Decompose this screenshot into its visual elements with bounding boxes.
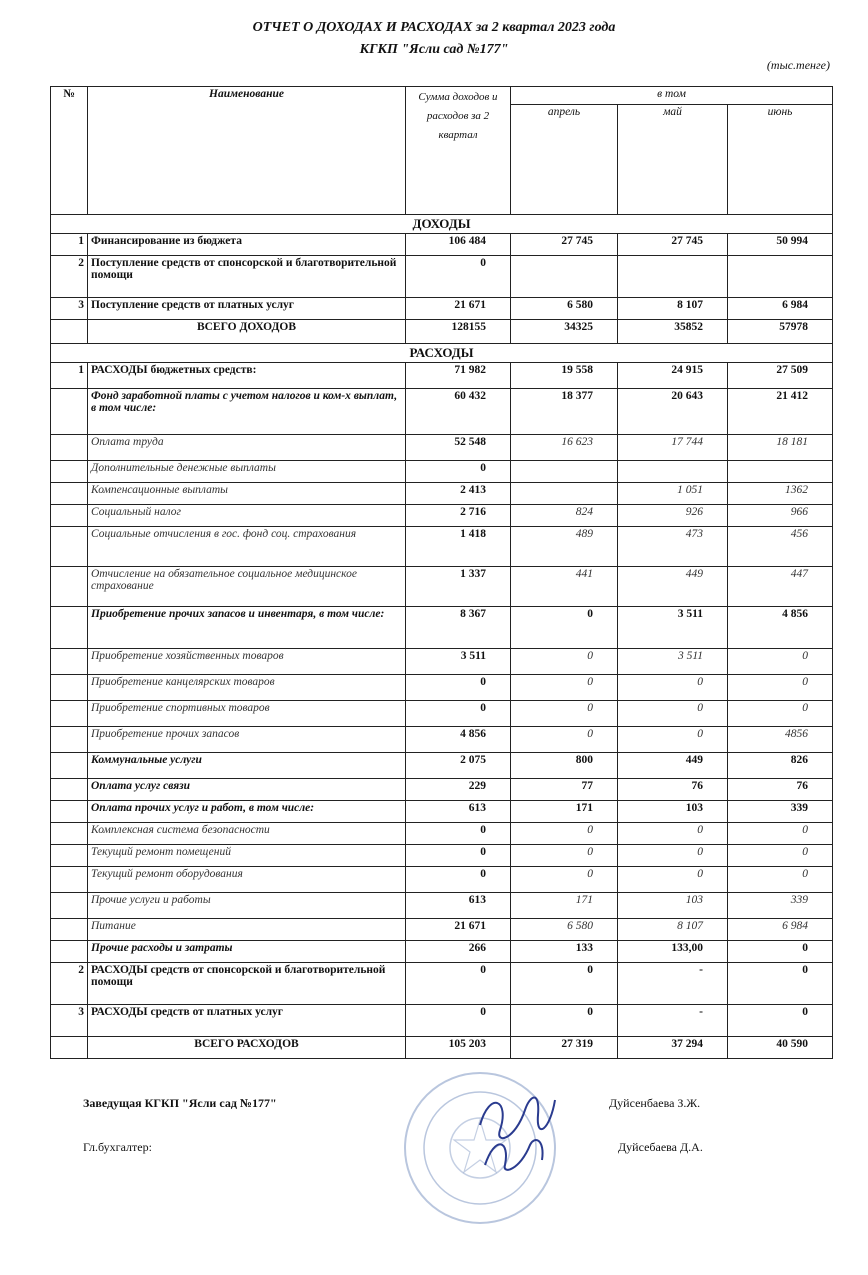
row-apr: 0 bbox=[511, 963, 618, 1005]
row-apr bbox=[511, 483, 618, 505]
row-sum: 2 716 bbox=[406, 505, 511, 527]
table-row bbox=[51, 801, 833, 823]
row-name: Финансирование из бюджета bbox=[88, 234, 406, 256]
row-jun: 40 590 bbox=[728, 1037, 833, 1059]
report-table bbox=[50, 86, 833, 1059]
row-number bbox=[51, 527, 88, 567]
row-may: 473 bbox=[618, 527, 728, 567]
row-sum: 8 367 bbox=[406, 607, 511, 649]
row-number: 3 bbox=[51, 298, 88, 320]
row-number bbox=[51, 919, 88, 941]
row-may: 76 bbox=[618, 779, 728, 801]
row-name: Прочие расходы и затраты bbox=[88, 941, 406, 963]
row-sum: 2 413 bbox=[406, 483, 511, 505]
row-may: 0 bbox=[618, 675, 728, 701]
row-name: Дополнительные денежные выплаты bbox=[88, 461, 406, 483]
row-name: РАСХОДЫ средств от платных услуг bbox=[88, 1005, 406, 1037]
col-apr-header: апрель bbox=[511, 105, 618, 215]
row-number bbox=[51, 779, 88, 801]
total-row bbox=[51, 1037, 833, 1059]
row-apr: 0 bbox=[511, 823, 618, 845]
row-may: 103 bbox=[618, 893, 728, 919]
row-jun: 0 bbox=[728, 941, 833, 963]
accountant-name: Дуйсебаева Д.А. bbox=[618, 1140, 703, 1154]
row-may: - bbox=[618, 1005, 728, 1037]
row-may bbox=[618, 256, 728, 298]
table-row bbox=[51, 435, 833, 461]
row-apr bbox=[511, 461, 618, 483]
row-number: 1 bbox=[51, 234, 88, 256]
report-title: ОТЧЕТ О ДОХОДАХ И РАСХОДАХ за 2 квартал 2023 года bbox=[252, 20, 616, 35]
row-name: РАСХОДЫ средств от спонсорской и благотворительной помощи bbox=[88, 963, 406, 1005]
row-name: Поступление средств от платных услуг bbox=[88, 298, 406, 320]
row-number: 3 bbox=[51, 1005, 88, 1037]
section-header: ДОХОДЫ bbox=[51, 215, 833, 234]
row-apr: 77 bbox=[511, 779, 618, 801]
row-may: 8 107 bbox=[618, 298, 728, 320]
head-name: Дуйсенбаева З.Ж. bbox=[609, 1096, 701, 1110]
row-jun: 18 181 bbox=[728, 435, 833, 461]
row-sum: 0 bbox=[406, 823, 511, 845]
total-row bbox=[51, 320, 833, 344]
row-sum: 3 511 bbox=[406, 649, 511, 675]
row-may: 0 bbox=[618, 727, 728, 753]
row-jun: 0 bbox=[728, 823, 833, 845]
row-sum: 0 bbox=[406, 845, 511, 867]
row-jun: 966 bbox=[728, 505, 833, 527]
row-sum: 0 bbox=[406, 867, 511, 893]
row-jun: 0 bbox=[728, 675, 833, 701]
accountant-label: Гл.бухгалтер: bbox=[83, 1140, 152, 1154]
row-jun: 21 412 bbox=[728, 389, 833, 435]
table-row bbox=[51, 389, 833, 435]
row-may: 449 bbox=[618, 567, 728, 607]
table-row bbox=[51, 753, 833, 779]
row-number bbox=[51, 483, 88, 505]
row-sum: 0 bbox=[406, 1005, 511, 1037]
table-row bbox=[51, 234, 833, 256]
row-name: Коммунальные услуги bbox=[88, 753, 406, 779]
table-row bbox=[51, 505, 833, 527]
col-no-header: № bbox=[51, 87, 88, 215]
row-apr: 0 bbox=[511, 649, 618, 675]
row-number bbox=[51, 461, 88, 483]
row-jun: 447 bbox=[728, 567, 833, 607]
row-name: Компенсационные выплаты bbox=[88, 483, 406, 505]
row-apr: 0 bbox=[511, 701, 618, 727]
row-name: Прочие услуги и работы bbox=[88, 893, 406, 919]
table-row bbox=[51, 941, 833, 963]
row-number bbox=[51, 845, 88, 867]
row-may: 24 915 bbox=[618, 363, 728, 389]
row-number bbox=[51, 649, 88, 675]
table-row bbox=[51, 461, 833, 483]
row-jun bbox=[728, 256, 833, 298]
row-apr: 133 bbox=[511, 941, 618, 963]
row-jun: 6 984 bbox=[728, 919, 833, 941]
row-sum: 0 bbox=[406, 701, 511, 727]
row-apr: 0 bbox=[511, 607, 618, 649]
row-name: Поступление средств от спонсорской и благотворительной помощи bbox=[88, 256, 406, 298]
row-apr: 489 bbox=[511, 527, 618, 567]
row-number bbox=[51, 701, 88, 727]
table-row bbox=[51, 823, 833, 845]
col-may-header: май bbox=[618, 105, 728, 215]
table-row bbox=[51, 701, 833, 727]
row-sum: 266 bbox=[406, 941, 511, 963]
row-name: Оплата прочих услуг и работ, в том числе: bbox=[88, 801, 406, 823]
table-row bbox=[51, 675, 833, 701]
row-apr: 0 bbox=[511, 727, 618, 753]
row-name: Социальные отчисления в гос. фонд соц. страхования bbox=[88, 527, 406, 567]
row-jun: 27 509 bbox=[728, 363, 833, 389]
table-row bbox=[51, 607, 833, 649]
row-name: РАСХОДЫ бюджетных средств: bbox=[88, 363, 406, 389]
row-apr: 6 580 bbox=[511, 919, 618, 941]
table-row bbox=[51, 779, 833, 801]
row-name: Приобретение спортивных товаров bbox=[88, 701, 406, 727]
row-name: Приобретение хозяйственных товаров bbox=[88, 649, 406, 675]
row-jun: 339 bbox=[728, 801, 833, 823]
row-may bbox=[618, 461, 728, 483]
row-may: 103 bbox=[618, 801, 728, 823]
row-number bbox=[51, 941, 88, 963]
row-name: Текущий ремонт оборудования bbox=[88, 867, 406, 893]
row-apr: 800 bbox=[511, 753, 618, 779]
row-number: 1 bbox=[51, 363, 88, 389]
row-apr: 0 bbox=[511, 845, 618, 867]
row-name: Комплексная система безопасности bbox=[88, 823, 406, 845]
row-jun: 6 984 bbox=[728, 298, 833, 320]
row-sum: 128155 bbox=[406, 320, 511, 344]
head-label: Заведущая КГКП "Ясли сад №177" bbox=[83, 1096, 277, 1110]
organization-name: КГКП "Ясли сад №177" bbox=[359, 42, 509, 57]
row-apr: 6 580 bbox=[511, 298, 618, 320]
row-apr: 34325 bbox=[511, 320, 618, 344]
row-sum: 71 982 bbox=[406, 363, 511, 389]
report-body bbox=[51, 215, 833, 1059]
table-row bbox=[51, 483, 833, 505]
table-row bbox=[51, 527, 833, 567]
row-jun: 0 bbox=[728, 701, 833, 727]
row-may: 133,00 bbox=[618, 941, 728, 963]
row-jun: 339 bbox=[728, 893, 833, 919]
row-number bbox=[51, 801, 88, 823]
row-number bbox=[51, 675, 88, 701]
table-row bbox=[51, 256, 833, 298]
table-row bbox=[51, 893, 833, 919]
row-may: 20 643 bbox=[618, 389, 728, 435]
row-name: ВСЕГО ДОХОДОВ bbox=[88, 320, 406, 344]
row-jun: 4856 bbox=[728, 727, 833, 753]
row-jun: 0 bbox=[728, 963, 833, 1005]
row-may: 0 bbox=[618, 867, 728, 893]
row-sum: 1 337 bbox=[406, 567, 511, 607]
row-jun: 4 856 bbox=[728, 607, 833, 649]
row-jun: 0 bbox=[728, 845, 833, 867]
row-may: 8 107 bbox=[618, 919, 728, 941]
row-may: - bbox=[618, 963, 728, 1005]
row-jun: 76 bbox=[728, 779, 833, 801]
row-name: Оплата услуг связи bbox=[88, 779, 406, 801]
row-apr: 27 745 bbox=[511, 234, 618, 256]
units-label: (тыс.тенге) bbox=[766, 58, 830, 72]
col-sum-header: Сумма доходов и расходов за 2 квартал bbox=[406, 87, 511, 215]
row-apr: 0 bbox=[511, 1005, 618, 1037]
row-jun: 50 994 bbox=[728, 234, 833, 256]
row-sum: 106 484 bbox=[406, 234, 511, 256]
row-sum: 21 671 bbox=[406, 919, 511, 941]
table-row bbox=[51, 363, 833, 389]
row-may: 3 511 bbox=[618, 649, 728, 675]
row-may: 449 bbox=[618, 753, 728, 779]
row-jun: 826 bbox=[728, 753, 833, 779]
row-apr: 0 bbox=[511, 675, 618, 701]
row-name: Социальный налог bbox=[88, 505, 406, 527]
row-number bbox=[51, 607, 88, 649]
row-apr bbox=[511, 256, 618, 298]
row-sum: 60 432 bbox=[406, 389, 511, 435]
section-header: РАСХОДЫ bbox=[51, 344, 833, 363]
row-sum: 613 bbox=[406, 893, 511, 919]
row-name: Приобретение прочих запасов bbox=[88, 727, 406, 753]
row-jun: 0 bbox=[728, 1005, 833, 1037]
row-apr: 27 319 bbox=[511, 1037, 618, 1059]
row-number bbox=[51, 389, 88, 435]
row-apr: 824 bbox=[511, 505, 618, 527]
row-number: 2 bbox=[51, 256, 88, 298]
row-sum: 0 bbox=[406, 461, 511, 483]
row-name: Отчисление на обязательное социальное медицинское страхование bbox=[88, 567, 406, 607]
row-name: Приобретение канцелярских товаров bbox=[88, 675, 406, 701]
row-name: Питание bbox=[88, 919, 406, 941]
row-apr: 18 377 bbox=[511, 389, 618, 435]
row-may: 0 bbox=[618, 845, 728, 867]
row-number bbox=[51, 1037, 88, 1059]
row-may: 37 294 bbox=[618, 1037, 728, 1059]
row-jun: 1362 bbox=[728, 483, 833, 505]
row-sum: 229 bbox=[406, 779, 511, 801]
table-row bbox=[51, 649, 833, 675]
row-may: 17 744 bbox=[618, 435, 728, 461]
row-sum: 105 203 bbox=[406, 1037, 511, 1059]
row-number bbox=[51, 867, 88, 893]
row-may: 1 051 bbox=[618, 483, 728, 505]
row-number bbox=[51, 567, 88, 607]
row-may: 27 745 bbox=[618, 234, 728, 256]
row-number bbox=[51, 893, 88, 919]
row-jun: 0 bbox=[728, 649, 833, 675]
row-sum: 21 671 bbox=[406, 298, 511, 320]
row-sum: 4 856 bbox=[406, 727, 511, 753]
row-may: 926 bbox=[618, 505, 728, 527]
row-jun bbox=[728, 461, 833, 483]
row-name: Фонд заработной платы с учетом налогов и ком-х выплат, в том числе: bbox=[88, 389, 406, 435]
table-row bbox=[51, 919, 833, 941]
col-jun-header: июнь bbox=[728, 105, 833, 215]
row-sum: 0 bbox=[406, 963, 511, 1005]
row-may: 3 511 bbox=[618, 607, 728, 649]
row-jun: 0 bbox=[728, 867, 833, 893]
row-number bbox=[51, 823, 88, 845]
row-jun: 57978 bbox=[728, 320, 833, 344]
table-row bbox=[51, 845, 833, 867]
row-name: Оплата труда bbox=[88, 435, 406, 461]
row-number bbox=[51, 727, 88, 753]
row-apr: 171 bbox=[511, 801, 618, 823]
table-row bbox=[51, 867, 833, 893]
row-name: Текущий ремонт помещений bbox=[88, 845, 406, 867]
row-may: 35852 bbox=[618, 320, 728, 344]
row-name: Приобретение прочих запасов и инвентаря, в том числе: bbox=[88, 607, 406, 649]
row-sum: 2 075 bbox=[406, 753, 511, 779]
table-row bbox=[51, 298, 833, 320]
row-sum: 0 bbox=[406, 675, 511, 701]
row-may: 0 bbox=[618, 701, 728, 727]
row-may: 0 bbox=[618, 823, 728, 845]
row-sum: 613 bbox=[406, 801, 511, 823]
signature-head bbox=[470, 1070, 560, 1180]
row-number bbox=[51, 753, 88, 779]
table-row bbox=[51, 963, 833, 1005]
row-apr: 16 623 bbox=[511, 435, 618, 461]
row-number bbox=[51, 320, 88, 344]
row-apr: 0 bbox=[511, 867, 618, 893]
col-name-header: Наименование bbox=[88, 87, 406, 215]
row-sum: 0 bbox=[406, 256, 511, 298]
row-jun: 456 bbox=[728, 527, 833, 567]
row-sum: 52 548 bbox=[406, 435, 511, 461]
table-row bbox=[51, 727, 833, 753]
row-apr: 19 558 bbox=[511, 363, 618, 389]
row-number: 2 bbox=[51, 963, 88, 1005]
table-row bbox=[51, 1005, 833, 1037]
row-apr: 171 bbox=[511, 893, 618, 919]
table-row bbox=[51, 567, 833, 607]
row-apr: 441 bbox=[511, 567, 618, 607]
row-sum: 1 418 bbox=[406, 527, 511, 567]
row-number bbox=[51, 505, 88, 527]
col-group-header: в том bbox=[511, 87, 833, 105]
row-name: ВСЕГО РАСХОДОВ bbox=[88, 1037, 406, 1059]
row-number bbox=[51, 435, 88, 461]
